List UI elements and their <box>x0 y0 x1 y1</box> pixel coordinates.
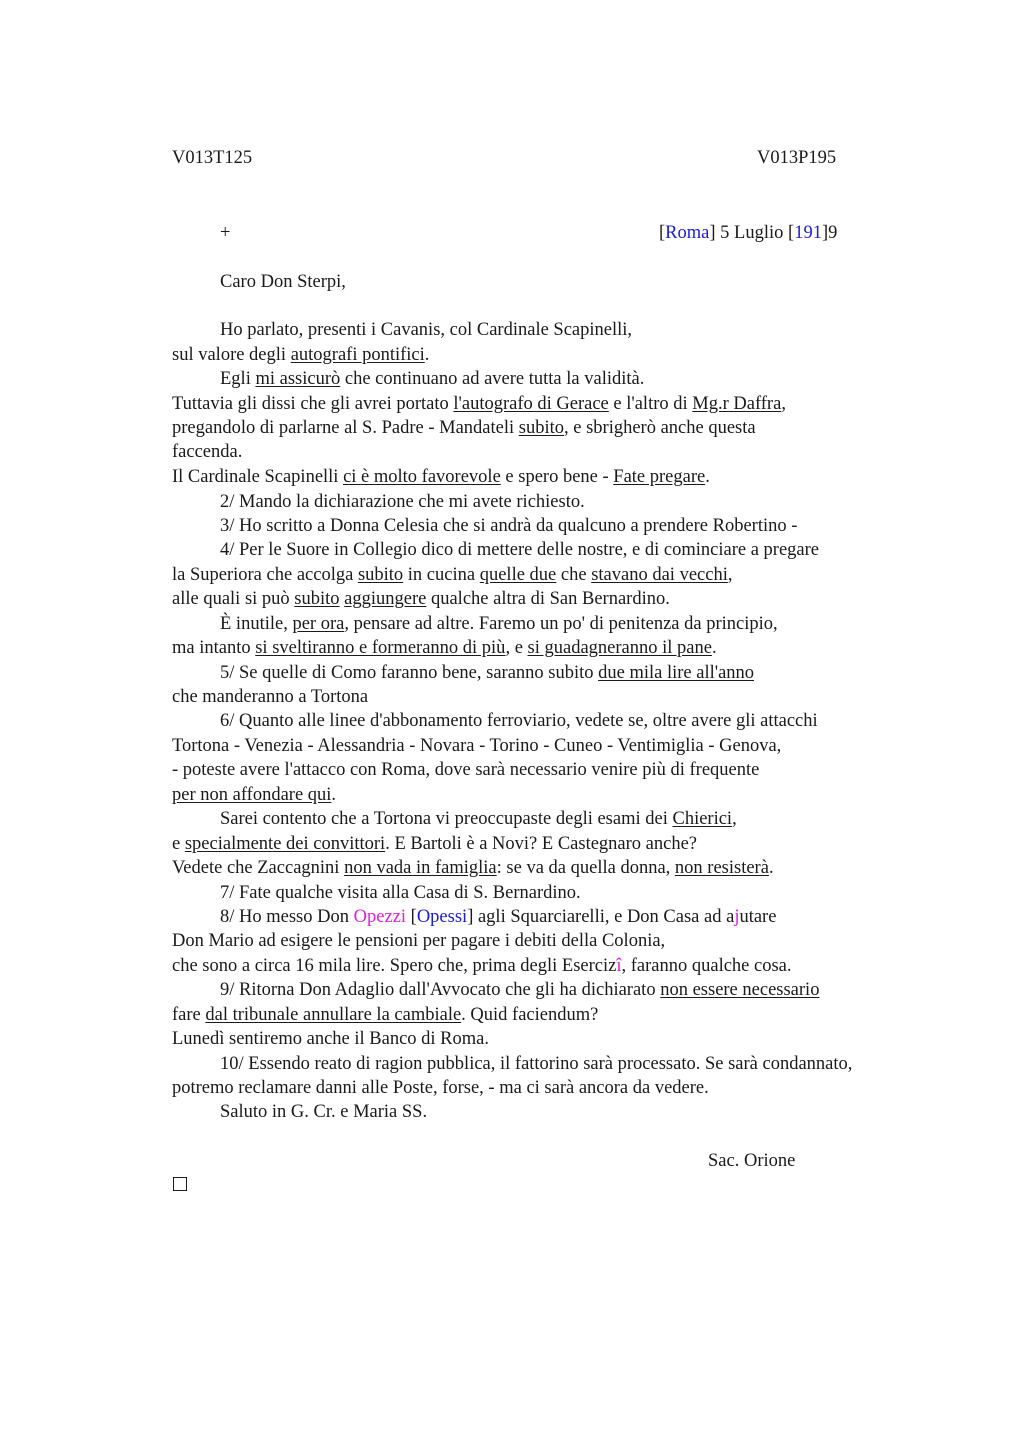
body-line-26: Don Mario ad esigere le pensioni per pagare i debiti della Colonia, <box>172 931 666 951</box>
body-line-13: È inutile, per ora, pensare ad altre. Faremo un po' di penitenza da principio, <box>220 614 778 634</box>
body-line-23: Vedete che Zaccagnini non vada in famiglia: se va da quella donna, non resisterà. <box>172 858 774 878</box>
body-line-29: fare dal tribunale annullare la cambiale. Quid faciendum? <box>172 1005 599 1025</box>
body-line-32: potremo reclamare danni alle Poste, forse, - ma ci sarà ancora da vedere. <box>172 1078 709 1098</box>
cross-symbol: + <box>220 223 231 243</box>
dateline: [Roma] 5 Luglio [191]9 <box>659 223 838 243</box>
body-line-6: faccenda. <box>172 442 243 462</box>
body-line-10: 4/ Per le Suore in Collegio dico di mettere delle nostre, e di cominciare a pregare <box>220 540 819 560</box>
body-line-21: Sarei contento che a Tortona vi preoccupaste degli esami dei Chierici, <box>220 809 737 829</box>
body-line-24: 7/ Fate qualche visita alla Casa di S. Bernardino. <box>220 883 581 903</box>
body-line-15: 5/ Se quelle di Como faranno bene, saranno subito due mila lire all'anno <box>220 663 755 683</box>
body-line-30: Lunedì sentiremo anche il Banco di Roma. <box>172 1029 489 1049</box>
body-line-20: per non affondare qui. <box>172 785 337 805</box>
end-marker-square <box>173 1177 187 1191</box>
variant-name: Opezzi <box>353 907 407 927</box>
body-line-5: pregandolo di parlarne al S. Padre - Mandateli subito, e sbrigherò anche questa <box>172 418 756 438</box>
year-editorial: 191 <box>794 223 822 243</box>
body-line-31: 10/ Essendo reato di ragion pubblica, il fattorino sarà processato. Se sarà condannato, <box>220 1054 853 1074</box>
editorial-correction: Opessi <box>416 907 468 927</box>
body-line-1: Ho parlato, presenti i Cavanis, col Cardinale Scapinelli, <box>220 320 633 340</box>
signature: Sac. Orione <box>708 1151 796 1171</box>
body-line-16: che manderanno a Tortona <box>172 687 369 707</box>
body-line-2: sul valore degli autografi pontifici. <box>172 345 430 365</box>
body-line-12: alle quali si può subito aggiungere qualche altra di San Bernardino. <box>172 589 670 609</box>
body-line-8: 2/ Mando la dichiarazione che mi avete richiesto. <box>220 492 585 512</box>
place-editorial: Roma <box>665 223 710 243</box>
body-line-3: Egli mi assicurò che continuano ad avere tutta la validità. <box>220 369 645 389</box>
body-line-11: la Superiora che accolga subito in cucina quelle due che stavano dai vecchi, <box>172 565 733 585</box>
body-line-4: Tuttavia gli dissi che gli avrei portato l'autografo di Gerace e l'altro di Mg.r Daffra, <box>172 394 786 414</box>
body-line-25: 8/ Ho messo Don Opezzi [Opessi] agli Squarciarelli, e Don Casa ad ajutare <box>220 907 777 927</box>
body-line-14: ma intanto si sveltiranno e formeranno di più, e si guadagneranno il pane. <box>172 638 717 658</box>
body-line-33: Saluto in G. Cr. e Maria SS. <box>220 1102 428 1122</box>
body-line-28: 9/ Ritorna Don Adaglio dall'Avvocato che gli ha dichiarato non essere necessario <box>220 980 820 1000</box>
body-line-27: che sono a circa 16 mila lire. Spero che, prima degli Esercizî, faranno qualche cosa. <box>172 956 792 976</box>
body-line-19: - poteste avere l'attacco con Roma, dove sarà necessario venire più di frequente <box>172 760 760 780</box>
body-line-17: 6/ Quanto alle linee d'abbonamento ferroviario, vedete se, oltre avere gli attacchi <box>220 711 818 731</box>
salutation: Caro Don Sterpi, <box>220 272 346 292</box>
body-line-9: 3/ Ho scritto a Donna Celesia che si andrà da qualcuno a prendere Robertino - <box>220 516 798 536</box>
document-code-right: V013P195 <box>757 148 837 168</box>
document-code-left: V013T125 <box>172 148 253 168</box>
body-line-22: e specialmente dei convittori. E Bartoli è a Novi? E Castegnaro anche? <box>172 834 698 854</box>
body-line-7: Il Cardinale Scapinelli ci è molto favorevole e spero bene - Fate pregare. <box>172 467 710 487</box>
body-line-18: Tortona - Venezia - Alessandria - Novara - Torino - Cuneo - Ventimiglia - Genova, <box>172 736 782 756</box>
